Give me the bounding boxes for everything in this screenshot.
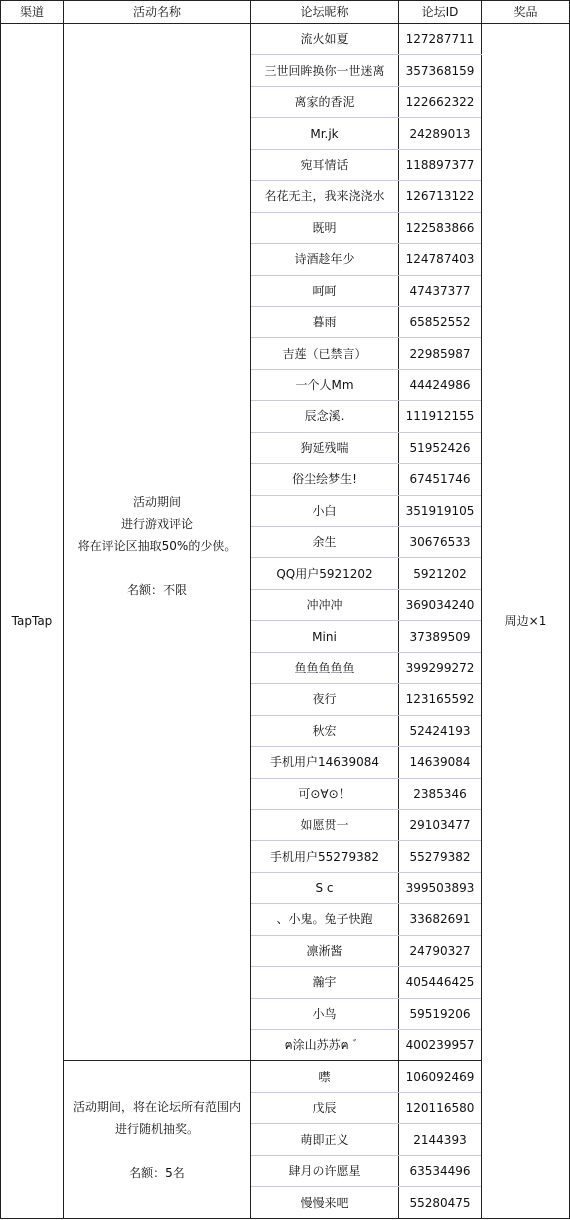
forum-id-cell: 2144393 xyxy=(399,1124,482,1155)
forum-id-cell: 124787403 xyxy=(399,244,482,275)
forum-id-cell: 369034240 xyxy=(399,589,482,620)
forum-id-cell: 24790327 xyxy=(399,935,482,966)
activity-1-quota: 名额：不限 xyxy=(126,583,187,598)
activity-1-line-1: 活动期间 xyxy=(132,495,181,510)
forum-id-cell: 399299272 xyxy=(399,652,482,683)
header-nickname: 论坛昵称 xyxy=(251,1,399,24)
forum-id-cell: 400239957 xyxy=(399,1030,482,1061)
nickname-cell: 既明 xyxy=(251,212,399,243)
forum-id-cell: 65852552 xyxy=(399,306,482,337)
nickname-cell: 辰念溪. xyxy=(251,401,399,432)
nickname-cell: 名花无主，我来浇浇水 xyxy=(251,181,399,212)
forum-id-cell: 24289013 xyxy=(399,118,482,149)
forum-id-cell: 120116580 xyxy=(399,1092,482,1123)
forum-id-cell: 122583866 xyxy=(399,212,482,243)
forum-id-cell: 127287711 xyxy=(399,24,482,55)
nickname-cell: 如愿贯一 xyxy=(251,809,399,840)
forum-id-cell: 63534496 xyxy=(399,1155,482,1186)
nickname-cell: 流火如夏 xyxy=(251,24,399,55)
forum-id-cell: 29103477 xyxy=(399,809,482,840)
nickname-cell: 余生 xyxy=(251,527,399,558)
header-row xyxy=(1,1,570,24)
forum-id-cell: 118897377 xyxy=(399,149,482,180)
nickname-cell: 噤 xyxy=(251,1061,399,1092)
nickname-cell: 宛耳情话 xyxy=(251,149,399,180)
activity-2-quota: 名额：5名 xyxy=(129,1165,185,1180)
nickname-cell: QQ用户5921202 xyxy=(251,558,399,589)
forum-id-cell: 22985987 xyxy=(399,338,482,369)
prize-cell: 周边×1 xyxy=(482,24,570,1219)
nickname-cell: 手机用户14639084 xyxy=(251,747,399,778)
nickname-cell: 吉莲（已禁言） xyxy=(251,338,399,369)
nickname-cell: 小鸟 xyxy=(251,998,399,1029)
nickname-cell: 、小鬼。兔子快跑 xyxy=(251,904,399,935)
activity-1-spacer xyxy=(66,557,248,579)
forum-id-cell: 55279382 xyxy=(399,841,482,872)
nickname-cell: 暮雨 xyxy=(251,306,399,337)
nickname-cell: 夜行 xyxy=(251,684,399,715)
forum-id-cell: 2385346 xyxy=(399,778,482,809)
nickname-cell: 狗延残喘 xyxy=(251,432,399,463)
nickname-cell: 慢慢来吧 xyxy=(251,1187,399,1219)
nickname-cell: S c xyxy=(251,872,399,903)
activity-1-line-3: 将在评论区抽取50%的少侠。 xyxy=(77,539,237,554)
nickname-cell: 萌即正义 xyxy=(251,1124,399,1155)
nickname-cell: 俗尘绘梦生! xyxy=(251,464,399,495)
forum-id-cell: 67451746 xyxy=(399,464,482,495)
forum-id-cell: 51952426 xyxy=(399,432,482,463)
header-channel: 渠道 xyxy=(1,1,64,24)
forum-id-cell: 14639084 xyxy=(399,747,482,778)
activity-2-cell xyxy=(64,1061,251,1219)
activity-2-spacer xyxy=(66,1140,248,1162)
forum-id-cell: 106092469 xyxy=(399,1061,482,1092)
nickname-cell: 一个人Mm xyxy=(251,369,399,400)
header-forum-id: 论坛ID xyxy=(399,1,482,24)
forum-id-cell: 351919105 xyxy=(399,495,482,526)
forum-id-cell: 37389509 xyxy=(399,621,482,652)
forum-id-cell: 44424986 xyxy=(399,369,482,400)
nickname-cell: 可⊙∀⊙！ xyxy=(251,778,399,809)
forum-id-cell: 52424193 xyxy=(399,715,482,746)
nickname-cell: Mr.jk xyxy=(251,118,399,149)
activity-2-line-2: 进行随机抽奖。 xyxy=(114,1121,199,1136)
header-prize: 奖品 xyxy=(482,1,570,24)
nickname-cell: 冲冲冲 xyxy=(251,589,399,620)
forum-id-cell: 55280475 xyxy=(399,1187,482,1219)
nickname-cell: 手机用户55279382 xyxy=(251,841,399,872)
nickname-cell: Mini xyxy=(251,621,399,652)
forum-id-cell: 399503893 xyxy=(399,872,482,903)
forum-id-cell: 123165592 xyxy=(399,684,482,715)
forum-id-cell: 357368159 xyxy=(399,55,482,86)
nickname-cell: 肆月の许愿星 xyxy=(251,1155,399,1186)
activity-1-cell xyxy=(64,24,251,1061)
nickname-cell: 呵呵 xyxy=(251,275,399,306)
forum-id-cell: 33682691 xyxy=(399,904,482,935)
nickname-cell: 瀚宇 xyxy=(251,967,399,998)
nickname-cell: 凛淅酱 xyxy=(251,935,399,966)
nickname-cell: 戊辰 xyxy=(251,1092,399,1123)
table-row xyxy=(1,24,570,55)
forum-id-cell: 59519206 xyxy=(399,998,482,1029)
forum-id-cell: 111912155 xyxy=(399,401,482,432)
table-body xyxy=(1,24,570,1219)
channel-cell: TapTap xyxy=(1,24,64,1219)
forum-id-cell: 122662322 xyxy=(399,86,482,117)
nickname-cell: 秋宏 xyxy=(251,715,399,746)
forum-id-cell: 126713122 xyxy=(399,181,482,212)
nickname-cell: 诗酒趁年少 xyxy=(251,244,399,275)
activity-1-line-2: 进行游戏评论 xyxy=(120,517,193,532)
nickname-cell: 三世回眸换你一世迷离 xyxy=(251,55,399,86)
nickname-cell: ฅ涂山苏苏ฅ ゛ xyxy=(251,1030,399,1061)
nickname-cell: 离家的香泥 xyxy=(251,86,399,117)
forum-id-cell: 5921202 xyxy=(399,558,482,589)
activity-2-line-1: 活动期间，将在论坛所有范围内 xyxy=(72,1099,241,1114)
nickname-cell: 鱼鱼鱼鱼鱼 xyxy=(251,652,399,683)
nickname-cell: 小白 xyxy=(251,495,399,526)
forum-id-cell: 405446425 xyxy=(399,967,482,998)
header-activity: 活动名称 xyxy=(64,1,251,24)
forum-id-cell: 47437377 xyxy=(399,275,482,306)
forum-id-cell: 30676533 xyxy=(399,527,482,558)
